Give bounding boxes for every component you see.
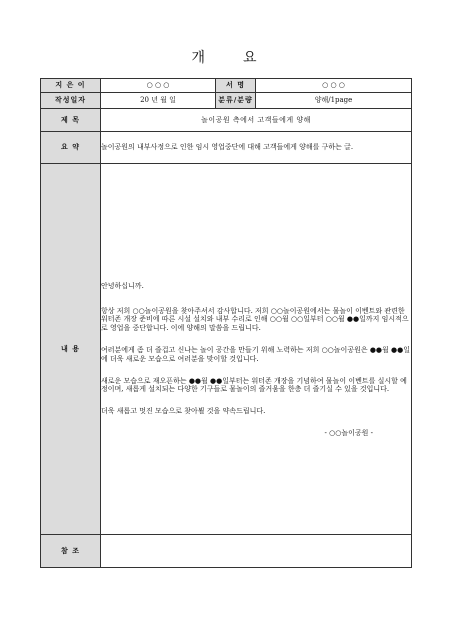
content-paragraph-3: 새로운 모습으로 재오픈하는 ●●월 ●●일부터는 워터존 개장을 기념하여 물놀이 이벤트를 실시할 예정이며, 새롭게 설치되는 다양한 기구들로 물놀이의 즐거움을 한층 더 즐기실 수 있을 것입니다. bbox=[101, 376, 407, 394]
reference-row bbox=[41, 535, 412, 568]
signature-value[interactable]: ○ ○ ○ bbox=[256, 79, 412, 93]
category-value[interactable]: 양해/1page bbox=[256, 93, 412, 109]
subject-row bbox=[41, 109, 412, 132]
author-label: 지 은 이 bbox=[41, 79, 101, 93]
content-paragraph-4: 더욱 새롭고 멋진 모습으로 찾아뵐 것을 약속드립니다. bbox=[101, 406, 266, 415]
author-row bbox=[41, 79, 412, 93]
content-label: 내 용 bbox=[41, 164, 101, 535]
reference-value[interactable] bbox=[101, 535, 412, 568]
content-signoff: - ○○놀이공원 - bbox=[324, 429, 373, 438]
author-value[interactable]: ○ ○ ○ bbox=[101, 79, 216, 93]
page-title bbox=[0, 47, 450, 67]
content-paragraph-1: 항상 저희 ○○놀이공원을 찾아주셔서 감사합니다. 저희 ○○놀이공원에서는 물놀이 이벤트와 관련한 워터존 개장 준비에 따른 시설 설치와 내부 수리로 인해 ○○월 ○○일부터 ○○월 ●●일까지 임시적으로 영업을 중단합니다. 이에 양해의 말씀을 드립니다. bbox=[101, 306, 409, 332]
summary-row bbox=[41, 132, 412, 164]
subject-label: 제 목 bbox=[41, 109, 101, 132]
category-label: 분류/분량 bbox=[216, 93, 256, 109]
content-paragraph-2: 여러분에게 좀 더 즐겁고 신나는 놀이 공간을 만들기 위해 노력하는 저희 ○○놀이공원은 ●●월 ●●일에 더욱 새로운 모습으로 여러분을 맞이할 것입니다. bbox=[101, 346, 411, 363]
reference-label: 참 조 bbox=[41, 535, 101, 568]
content-body[interactable] bbox=[101, 164, 412, 535]
signature-label: 서 명 bbox=[216, 79, 256, 93]
summary-form-table bbox=[40, 78, 412, 568]
subject-value[interactable]: 놀이공원 측에서 고객들에게 양해 bbox=[101, 109, 412, 132]
content-greeting: 안녕하십니까. bbox=[101, 281, 144, 290]
content-row bbox=[41, 164, 412, 535]
date-value[interactable]: 20 년 월 일 bbox=[101, 93, 216, 109]
summary-value[interactable]: 놀이공원의 내부사정으로 인한 임시 영업중단에 대해 고객들에게 양해를 구하는 글. bbox=[101, 132, 412, 164]
date-label: 작성일자 bbox=[41, 93, 101, 109]
summary-label: 요 약 bbox=[41, 132, 101, 164]
page-title-char-1: 개 bbox=[191, 50, 207, 66]
date-row bbox=[41, 93, 412, 109]
page-title-char-2: 요 bbox=[243, 50, 259, 66]
